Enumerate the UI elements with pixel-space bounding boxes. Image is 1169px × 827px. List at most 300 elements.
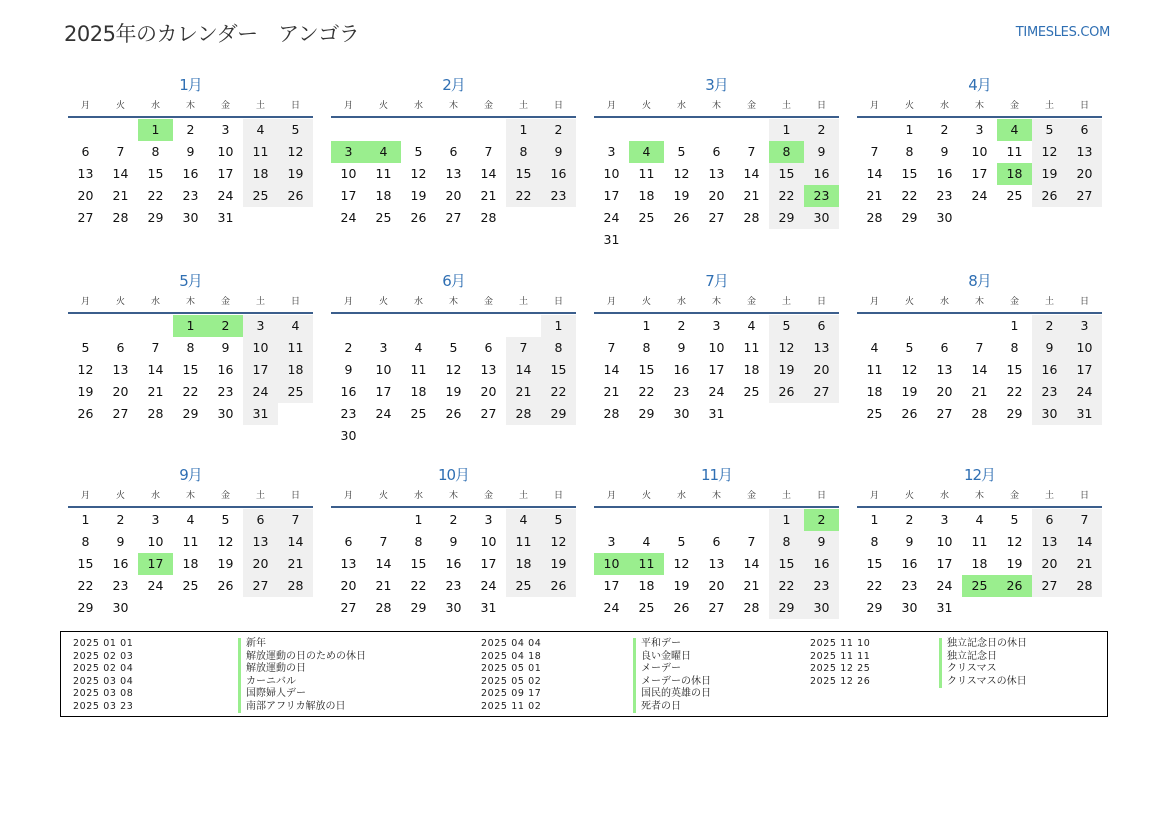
day-cell: 29 xyxy=(77,600,94,615)
day-cell: 9 xyxy=(344,362,353,377)
weekday-label: 月 xyxy=(80,491,90,501)
day-cell: 23 xyxy=(340,406,357,421)
day-cell: 15 xyxy=(769,553,804,575)
day-cell: 12 xyxy=(1032,141,1067,163)
day-cell: 6 xyxy=(243,509,278,531)
day-cell: 7 xyxy=(379,534,388,549)
day-cell: 1 xyxy=(81,512,90,527)
day-cell: 28 xyxy=(1067,575,1102,597)
day-grid xyxy=(68,118,313,229)
day-cell: 10 xyxy=(340,166,357,181)
weekday-label: 火 xyxy=(904,101,914,111)
day-cell: 16 xyxy=(804,163,839,185)
day-cell: 15 xyxy=(77,556,94,571)
weekday-label: 水 xyxy=(939,297,949,307)
weekday-label: 土 xyxy=(255,297,265,307)
day-cell: 14 xyxy=(147,362,164,377)
day-cell: 7 xyxy=(484,144,493,159)
day-cell: 2 xyxy=(1032,315,1067,337)
day-cell: 20 xyxy=(340,578,357,593)
day-cell: 7 xyxy=(278,509,313,531)
weekday-label: 土 xyxy=(518,491,528,501)
day-cell: 16 xyxy=(901,556,918,571)
holiday-name: 独立記念日の休日 xyxy=(939,638,1027,651)
weekday-label: 月 xyxy=(606,491,616,501)
day-cell: 4 xyxy=(747,318,756,333)
day-cell: 23 xyxy=(804,575,839,597)
day-cell: 30 xyxy=(936,210,953,225)
day-grid xyxy=(594,118,839,251)
day-cell: 29 xyxy=(182,406,199,421)
day-cell: 24 xyxy=(375,406,392,421)
weekday-label: 火 xyxy=(904,297,914,307)
holiday-name: 新年 xyxy=(238,638,366,651)
weekday-label: 火 xyxy=(641,101,651,111)
day-cell: 6 xyxy=(1067,119,1102,141)
day-cell: 4 xyxy=(243,119,278,141)
day-cell: 30 xyxy=(1032,403,1067,425)
month-block xyxy=(68,74,313,251)
day-cell: 13 xyxy=(936,362,953,377)
day-cell: 24 xyxy=(340,210,357,225)
day-cell: 7 xyxy=(870,144,879,159)
day-cell: 29 xyxy=(769,597,804,619)
month-row xyxy=(68,270,1102,447)
holiday-name: 良い金曜日 xyxy=(633,651,711,664)
day-cell: 3 xyxy=(243,315,278,337)
day-cell: 30 xyxy=(217,406,234,421)
weekday-label: 金 xyxy=(220,297,230,307)
empty-cell xyxy=(734,119,769,141)
day-cell: 6 xyxy=(344,534,353,549)
holiday-name: 南部アフリカ解放の日 xyxy=(238,701,366,714)
weekday-label: 水 xyxy=(413,101,423,111)
day-cell: 23 xyxy=(182,188,199,203)
weekday-label: 水 xyxy=(676,101,686,111)
weekday-label: 日 xyxy=(553,101,563,111)
day-cell: 24 xyxy=(936,578,953,593)
holiday-date: 2025 12 26 xyxy=(810,675,871,687)
holiday-day-cell: 23 xyxy=(804,185,839,207)
day-cell: 7 xyxy=(506,337,541,359)
empty-cell xyxy=(506,315,541,337)
month-name: 10月 xyxy=(437,466,470,484)
day-cell: 17 xyxy=(936,556,953,571)
weekday-label: 水 xyxy=(150,491,160,501)
empty-cell xyxy=(664,509,699,531)
holiday-day-cell: 4 xyxy=(629,141,664,163)
holiday-date: 2025 05 01 xyxy=(481,663,542,674)
weekday-label: 木 xyxy=(185,297,195,307)
day-cell: 28 xyxy=(743,600,760,615)
day-cell: 5 xyxy=(1010,512,1019,527)
day-cell: 22 xyxy=(901,188,918,203)
weekday-label: 土 xyxy=(255,101,265,111)
day-cell: 11 xyxy=(971,534,988,549)
month-block xyxy=(594,74,839,251)
day-cell: 16 xyxy=(182,166,199,181)
day-cell: 23 xyxy=(217,384,234,399)
month-block xyxy=(594,270,839,447)
holiday-date: 2025 01 01 xyxy=(73,638,134,649)
holiday-date: 2025 03 23 xyxy=(73,700,134,712)
day-cell: 22 xyxy=(410,578,427,593)
day-cell: 9 xyxy=(541,141,576,163)
day-cell: 17 xyxy=(603,578,620,593)
day-cell: 4 xyxy=(506,509,541,531)
holiday-date: 2025 04 18 xyxy=(481,650,542,662)
weekday-label: 日 xyxy=(816,101,826,111)
day-cell: 20 xyxy=(708,188,725,203)
weekday-label: 水 xyxy=(676,297,686,307)
day-cell: 26 xyxy=(410,210,427,225)
day-cell: 9 xyxy=(940,144,949,159)
day-cell: 23 xyxy=(936,188,953,203)
empty-cell xyxy=(68,315,103,337)
weekday-label: 火 xyxy=(115,101,125,111)
day-cell: 5 xyxy=(905,340,914,355)
day-cell: 31 xyxy=(217,210,234,225)
day-cell: 12 xyxy=(278,141,313,163)
day-cell: 9 xyxy=(186,144,195,159)
empty-cell xyxy=(471,119,506,141)
day-cell: 10 xyxy=(243,337,278,359)
day-cell: 4 xyxy=(414,340,423,355)
day-cell: 27 xyxy=(480,406,497,421)
weekday-label: 金 xyxy=(483,297,493,307)
weekday-label: 火 xyxy=(378,101,388,111)
day-cell: 10 xyxy=(936,534,953,549)
weekday-label: 土 xyxy=(518,101,528,111)
day-cell: 17 xyxy=(603,188,620,203)
day-cell: 5 xyxy=(414,144,423,159)
day-grid xyxy=(331,508,576,619)
weekday-label: 土 xyxy=(781,491,791,501)
day-cell: 30 xyxy=(112,600,129,615)
day-cell: 27 xyxy=(708,210,725,225)
holiday-day-cell: 18 xyxy=(997,163,1032,185)
day-cell: 5 xyxy=(769,315,804,337)
weekday-label: 月 xyxy=(869,101,879,111)
day-cell: 28 xyxy=(971,406,988,421)
day-cell: 11 xyxy=(506,531,541,553)
day-cell: 16 xyxy=(673,362,690,377)
day-cell: 21 xyxy=(743,188,760,203)
day-cell: 29 xyxy=(638,406,655,421)
empty-cell xyxy=(962,315,997,337)
holiday-name-column xyxy=(939,638,1027,688)
empty-cell xyxy=(138,315,173,337)
day-cell: 19 xyxy=(901,384,918,399)
day-cell: 21 xyxy=(278,553,313,575)
day-cell: 28 xyxy=(506,403,541,425)
day-cell: 11 xyxy=(375,166,392,181)
day-cell: 7 xyxy=(747,534,756,549)
day-cell: 21 xyxy=(866,188,883,203)
day-cell: 10 xyxy=(480,534,497,549)
empty-cell xyxy=(366,509,401,531)
holiday-day-cell: 17 xyxy=(138,553,173,575)
day-cell: 9 xyxy=(449,534,458,549)
day-cell: 10 xyxy=(971,144,988,159)
weekday-label: 日 xyxy=(816,491,826,501)
day-cell: 6 xyxy=(449,144,458,159)
day-cell: 6 xyxy=(116,340,125,355)
empty-cell xyxy=(366,315,401,337)
weekday-label: 日 xyxy=(290,101,300,111)
month-name: 7月 xyxy=(705,272,728,290)
weekday-header xyxy=(857,486,1102,508)
weekday-label: 火 xyxy=(115,297,125,307)
empty-cell xyxy=(892,315,927,337)
day-cell: 26 xyxy=(673,600,690,615)
day-cell: 3 xyxy=(379,340,388,355)
day-cell: 8 xyxy=(506,141,541,163)
empty-cell xyxy=(331,119,366,141)
day-cell: 2 xyxy=(186,122,195,137)
day-cell: 2 xyxy=(344,340,353,355)
weekday-label: 日 xyxy=(1079,491,1089,501)
day-cell: 25 xyxy=(743,384,760,399)
day-cell: 15 xyxy=(506,163,541,185)
day-cell: 26 xyxy=(673,210,690,225)
day-cell: 18 xyxy=(971,556,988,571)
month-name: 8月 xyxy=(968,272,991,290)
holiday-date: 2025 02 03 xyxy=(73,650,134,662)
empty-cell xyxy=(699,119,734,141)
day-cell: 13 xyxy=(340,556,357,571)
day-cell: 13 xyxy=(243,531,278,553)
day-cell: 4 xyxy=(870,340,879,355)
weekday-label: 土 xyxy=(781,101,791,111)
day-cell: 24 xyxy=(603,600,620,615)
weekday-label: 月 xyxy=(869,491,879,501)
holiday-name: カーニバル xyxy=(238,676,366,689)
day-cell: 2 xyxy=(804,119,839,141)
holiday-date: 2025 03 08 xyxy=(73,688,134,699)
day-cell: 18 xyxy=(743,362,760,377)
month-block xyxy=(331,464,576,619)
month-row xyxy=(68,464,1102,619)
day-cell: 26 xyxy=(541,575,576,597)
day-cell: 12 xyxy=(77,362,94,377)
day-cell: 23 xyxy=(901,578,918,593)
day-cell: 15 xyxy=(638,362,655,377)
day-cell: 22 xyxy=(541,381,576,403)
day-cell: 13 xyxy=(708,166,725,181)
day-cell: 22 xyxy=(866,578,883,593)
day-cell: 9 xyxy=(804,531,839,553)
day-cell: 28 xyxy=(112,210,129,225)
day-cell: 6 xyxy=(81,144,90,159)
weekday-label: 日 xyxy=(1079,101,1089,111)
holiday-date: 2025 09 17 xyxy=(481,688,542,699)
weekday-label: 金 xyxy=(220,101,230,111)
day-cell: 8 xyxy=(870,534,879,549)
month-block xyxy=(857,464,1102,619)
day-cell: 1 xyxy=(541,315,576,337)
day-cell: 8 xyxy=(1010,340,1019,355)
day-cell: 25 xyxy=(278,381,313,403)
weekday-label: 木 xyxy=(974,297,984,307)
weekday-header xyxy=(594,292,839,314)
holiday-name: 独立記念日 xyxy=(939,651,1027,664)
day-cell: 3 xyxy=(975,122,984,137)
empty-cell xyxy=(103,119,138,141)
day-cell: 30 xyxy=(804,597,839,619)
day-cell: 1 xyxy=(506,119,541,141)
holiday-date-column xyxy=(810,638,870,688)
day-cell: 11 xyxy=(1006,144,1023,159)
day-cell: 26 xyxy=(1032,185,1067,207)
weekday-label: 火 xyxy=(641,297,651,307)
holiday-date: 2025 05 02 xyxy=(481,675,542,687)
day-cell: 27 xyxy=(1067,185,1102,207)
weekday-header xyxy=(68,96,313,118)
day-cell: 29 xyxy=(541,403,576,425)
month-block xyxy=(68,270,313,447)
day-cell: 16 xyxy=(936,166,953,181)
day-cell: 5 xyxy=(1032,119,1067,141)
empty-cell xyxy=(366,119,401,141)
day-cell: 12 xyxy=(901,362,918,377)
day-cell: 4 xyxy=(975,512,984,527)
weekday-label: 日 xyxy=(816,297,826,307)
holiday-day-cell: 1 xyxy=(138,119,173,141)
empty-cell xyxy=(401,119,436,141)
empty-cell xyxy=(436,315,471,337)
day-cell: 14 xyxy=(743,166,760,181)
day-cell: 7 xyxy=(151,340,160,355)
holiday-name: クリスマスの休日 xyxy=(939,676,1027,689)
day-cell: 25 xyxy=(638,600,655,615)
empty-cell xyxy=(68,119,103,141)
day-cell: 29 xyxy=(866,600,883,615)
day-cell: 28 xyxy=(480,210,497,225)
day-cell: 10 xyxy=(1067,337,1102,359)
day-cell: 19 xyxy=(410,188,427,203)
empty-cell xyxy=(857,315,892,337)
holiday-name: クリスマス xyxy=(939,663,1027,676)
day-cell: 16 xyxy=(112,556,129,571)
holiday-date-column xyxy=(481,638,541,713)
day-cell: 8 xyxy=(541,337,576,359)
holiday-name-column xyxy=(633,638,711,713)
day-cell: 3 xyxy=(607,144,616,159)
day-cell: 20 xyxy=(1067,163,1102,185)
day-cell: 30 xyxy=(182,210,199,225)
day-cell: 31 xyxy=(1067,403,1102,425)
weekday-label: 金 xyxy=(220,491,230,501)
day-cell: 19 xyxy=(1006,556,1023,571)
day-cell: 21 xyxy=(375,578,392,593)
day-cell: 2 xyxy=(940,122,949,137)
day-cell: 19 xyxy=(217,556,234,571)
empty-cell xyxy=(664,119,699,141)
weekday-label: 月 xyxy=(343,297,353,307)
day-grid xyxy=(594,314,839,425)
weekday-label: 土 xyxy=(781,297,791,307)
day-cell: 3 xyxy=(607,534,616,549)
day-cell: 3 xyxy=(712,318,721,333)
day-cell: 29 xyxy=(769,207,804,229)
weekday-label: 水 xyxy=(939,491,949,501)
day-cell: 12 xyxy=(673,556,690,571)
empty-cell xyxy=(857,119,892,141)
day-cell: 26 xyxy=(278,185,313,207)
day-cell: 9 xyxy=(1032,337,1067,359)
month-name: 5月 xyxy=(179,272,202,290)
day-cell: 19 xyxy=(769,359,804,381)
day-cell: 11 xyxy=(243,141,278,163)
month-name: 2月 xyxy=(442,76,465,94)
holiday-name: 死者の日 xyxy=(633,701,711,714)
day-cell: 19 xyxy=(541,553,576,575)
day-cell: 25 xyxy=(375,210,392,225)
day-cell: 20 xyxy=(77,188,94,203)
holiday-date: 2025 12 25 xyxy=(810,663,871,674)
day-cell: 3 xyxy=(940,512,949,527)
holiday-day-cell: 10 xyxy=(594,553,629,575)
day-cell: 25 xyxy=(410,406,427,421)
day-cell: 20 xyxy=(1032,553,1067,575)
holiday-legend xyxy=(60,631,1108,717)
day-grid xyxy=(68,508,313,619)
day-cell: 17 xyxy=(1067,359,1102,381)
brand-logo[interactable]: TIMESLES.COM xyxy=(1015,25,1110,40)
holiday-name: メーデーの休日 xyxy=(633,676,711,689)
weekday-label: 水 xyxy=(413,297,423,307)
holiday-date: 2025 11 10 xyxy=(810,638,871,649)
weekday-label: 土 xyxy=(1044,297,1054,307)
day-cell: 27 xyxy=(1032,575,1067,597)
weekday-label: 水 xyxy=(413,491,423,501)
month-name: 1月 xyxy=(179,76,202,94)
weekday-label: 木 xyxy=(448,297,458,307)
day-cell: 13 xyxy=(445,166,462,181)
day-cell: 17 xyxy=(340,188,357,203)
day-cell: 16 xyxy=(1032,359,1067,381)
day-cell: 13 xyxy=(804,337,839,359)
day-cell: 10 xyxy=(375,362,392,377)
day-cell: 31 xyxy=(243,403,278,425)
empty-cell xyxy=(594,119,629,141)
day-cell: 11 xyxy=(866,362,883,377)
day-grid xyxy=(857,118,1102,229)
day-cell: 1 xyxy=(769,119,804,141)
weekday-header xyxy=(594,486,839,508)
weekday-header xyxy=(331,96,576,118)
day-cell: 29 xyxy=(147,210,164,225)
weekday-label: 土 xyxy=(518,297,528,307)
day-cell: 21 xyxy=(480,188,497,203)
weekday-label: 金 xyxy=(746,491,756,501)
day-cell: 13 xyxy=(708,556,725,571)
day-cell: 17 xyxy=(217,166,234,181)
weekday-label: 月 xyxy=(869,297,879,307)
day-cell: 24 xyxy=(603,210,620,225)
day-cell: 17 xyxy=(480,556,497,571)
day-cell: 21 xyxy=(506,381,541,403)
day-cell: 5 xyxy=(221,512,230,527)
weekday-label: 火 xyxy=(378,297,388,307)
day-cell: 3 xyxy=(221,122,230,137)
day-cell: 13 xyxy=(77,166,94,181)
month-block xyxy=(68,464,313,619)
day-cell: 30 xyxy=(445,600,462,615)
day-cell: 10 xyxy=(147,534,164,549)
day-cell: 4 xyxy=(186,512,195,527)
